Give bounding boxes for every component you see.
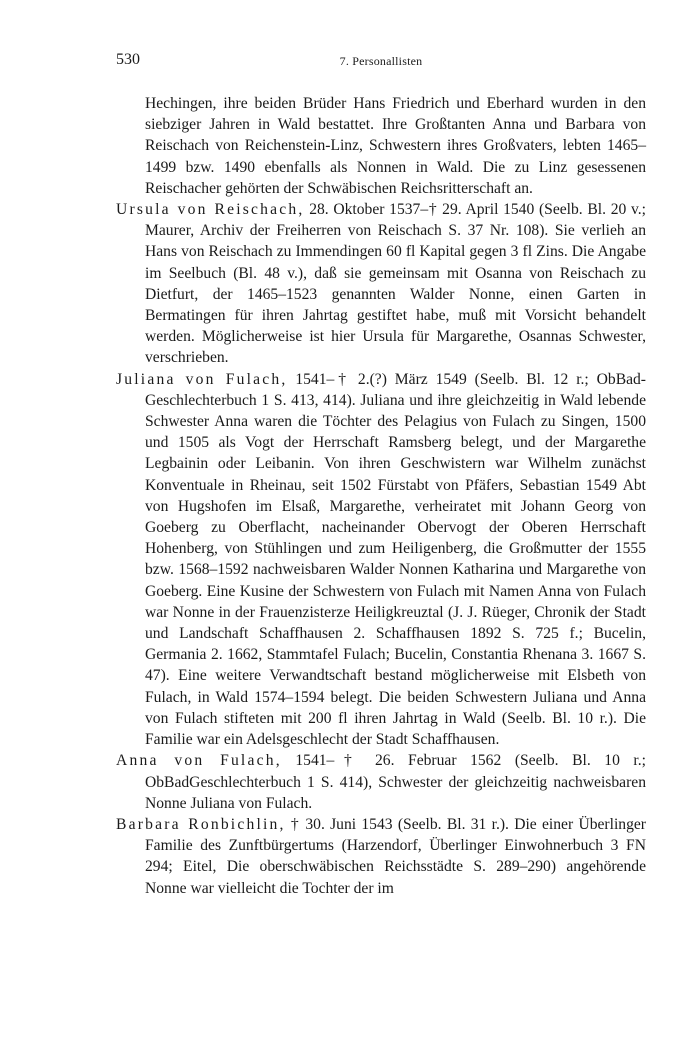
entry-name: Juliana von Fulach, (116, 370, 288, 388)
entry-text: 1541–† 26. Februar 1562 (Seelb. Bl. 10 r.; ObBadGeschlechterbuch 1 S. 414), Schwester der gleichzeitig nachweisbaren Nonne Juliana von Fulach. (145, 752, 646, 812)
entry-ursula-von-reischach (116, 199, 646, 369)
entry-text: 1541–† 2.(?) März 1549 (Seelb. Bl. 12 r.; ObBad-Geschlechterbuch 1 S. 413, 414). Juliana und ihre gleichzeitig in Wald lebende Schwester Anna waren die Töchter des Pelagius von Fulach zu Singen, 1500 und 1505 als Vogt der Herrschaft Ramsberg belegt, und der Margarethe Legbainin oder Leibanin. Von ihren Geschwistern war Wilhelm zunächst Konventuale in Rheinau, seit 1502 Fürstabt von Pfäfers, Sebastian 1549 Abt von Hugshofen im Elsaß, Margarethe, verheiratet mit Johann Georg von Goeberg zu Oberflacht, nacheinander Obervogt der Oberen Herrschaft Hohenberg, von Stühlingen und zum Heiligenberg, die Großmutter der 1555 bzw. 1568–1592 nachweisbaren Walder Nonnen Katharina und Margarethe von Goeberg. Eine Kusine der Schwestern von Fulach mit Namen Anna von Fulach war Nonne in der Frauenzisterze Heiligkreuztal (J. J. Rüeger, Chronik der Stadt und Landschaft Schaffhausen 2. Schaffhausen 1892 S. 725 f.; Bucelin, Germania 2. 1662, Stammtafel Fulach; Bucelin, Constantia Rhenana 3. 1667 S. 47). Eine weitere Verwandtschaft bestand möglicherweise mit Elsbeth von Fulach, in Wald 1574–1594 belegt. Die beiden Schwestern Juliana und Anna von Fulach stifteten mit 200 fl ihren Jahrtag in Wald (Seelb. Bl. 10 r.). Die Familie war ein Adelsgeschlecht der Stadt Schaffhausen. (145, 370, 647, 749)
entry-name: Ursula von Reischach, (116, 201, 305, 219)
body-text (116, 93, 646, 899)
entry-name: Anna von Fulach, (116, 752, 282, 770)
continuation-paragraph: Hechingen, ihre beiden Brüder Hans Friedrich und Eberhard wurden in den siebziger Jahren in Wald bestattet. Ihre Großtanten Anna und Barbara von Reischach von Reichenstein-Linz, Schwestern ihres Großvaters, lebten 1465–1499 bzw. 1490 ebenfalls als Nonnen in Wald. Die zu Linz gesessenen Reischacher gehörten der Schwäbischen Reichsritterschaft an. (145, 95, 646, 197)
entry-juliana-von-fulach (116, 369, 646, 751)
entry-anna-von-fulach (116, 750, 646, 814)
entry-barbara-ronbichlin (116, 814, 646, 899)
running-head: 7. Personallisten (339, 54, 423, 68)
entry-text: † 30. Juni 1543 (Seelb. Bl. 31 r.). Die einer Überlinger Familie des Zunftbürgertums (Harzendorf, Überlinger Einwohnerbuch 3 FN 294; Eitel, Die oberschwäbischen Reichsstädte S. 289–290) angehörende Nonne war vielleicht die Tochter der im (145, 815, 646, 897)
entry-text: 28. Oktober 1537–† 29. April 1540 (Seelb. Bl. 20 v.; Maurer, Archiv der Freiherren von Reischach S. 37 Nr. 108). Sie verlieh an Hans von Reischach zu Immendingen 60 fl Kapital gegen 3 fl Zins. Die Angabe im Seelbuch (Bl. 48 v.), daß sie gemeinsam mit Osanna von Reischach zu Dietfurt, der 1465–1523 genannten Walder Nonne, einen Garten in Bermatingen für ihren Jahrtag gestiftet habe, muß mit Vorsicht behandelt werden. Möglicherweise ist hier Ursula für Margarethe, Osannas Schwester, verschrieben. (145, 201, 646, 367)
entry-name: Barbara Ronbichlin, (116, 815, 286, 833)
page-number: 530 (116, 51, 140, 68)
